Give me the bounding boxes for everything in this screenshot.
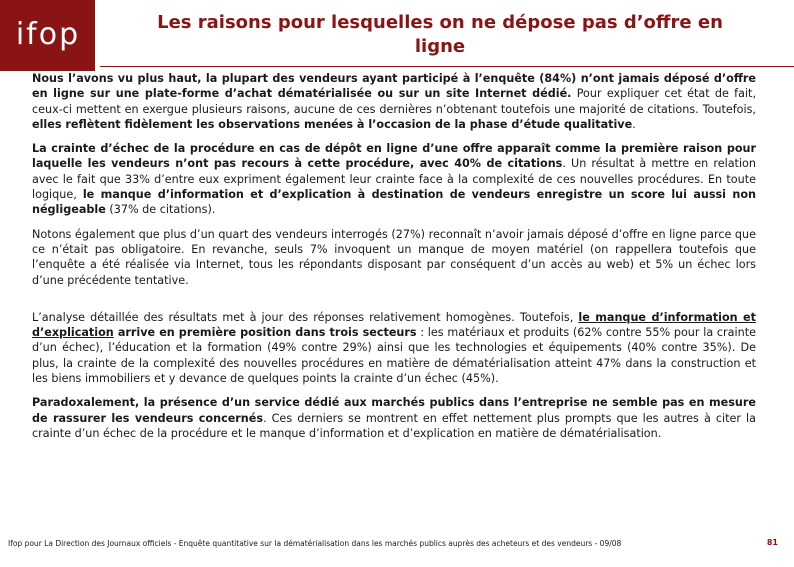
paragraph-1 (32, 71, 756, 132)
paragraph-1-bold: Nous l’avons vu plus haut, la plupart des vendeurs ayant participé à l’enquête (84%) n’ont jamais déposé d’offre en ligne sur une plate-forme d’achat dématérialisée ou sur un site Internet dédié. (32, 72, 756, 101)
paragraph-4-bold: arrive en première position dans trois secteurs (113, 326, 417, 340)
paragraph-2-bold: La crainte d’échec de la procédure en cas de dépôt en ligne d’une offre apparaît comme la première raison pour laquelle les vendeurs n’ont pas recours à cette procédure, avec 40% de citations (32, 142, 756, 171)
paragraph-5-bold: Paradoxalement, la présence d’un service dédié aux marchés publics dans l’entreprise ne semble pas en mesure de rassurer les vendeurs concernés (32, 396, 756, 425)
paragraph-4-underlined: le manque d’information et d’explication (32, 310, 756, 340)
paragraph-1-end: . (632, 117, 636, 131)
title-divider (100, 66, 794, 67)
logo-text: ifop (15, 17, 81, 52)
ifop-logo (0, 0, 95, 71)
paragraph-1-text: Pour expliquer cet état de fait, ceux-ci mettent en exergue plusieurs raisons, aucune de ces dernières n’obtenant toutefois une majorité de citations. Toutefois, (32, 87, 756, 116)
paragraph-2 (32, 141, 756, 217)
paragraph-3-text: Notons également que plus d’un quart des vendeurs interrogés (27%) reconnaît n’avoir jamais déposé d’offre en ligne parce que ce n’était pas obligatoire. En revanche, seuls 7% invoquent un manque de moyen matériel (on rappellera toutefois que l’enquête a été réalisée via Internet, tous les répondants disposant par conséquent d’un accès au web) et 5% un échec lors d’une précédente tentative. (32, 227, 756, 287)
paragraph-5 (32, 395, 756, 441)
paragraph-4-text: L’analyse détaillée des résultats met à jour des réponses relativement homogènes. Toutefois, (32, 310, 579, 324)
paragraph-2-bold-2: le manque d’information et d’explication à destination de vendeurs enregistre un score lui aussi non négligeable (32, 188, 756, 217)
paragraph-2-text: . Un résultat à mettre en relation avec le fait que 33% d’entre eux expriment également leur crainte face à la complexité de ces nouvelles procédures. En toute logique, (32, 157, 756, 202)
paragraph-4-text-2: : les matériaux et produits (62% contre 55% pour la crainte d’un échec), l’éducation et la formation (49% contre 29%) ainsi que les technologies et équipements (40% contre 35%). De plus, la crainte de la complexité des nouvelles procédures en matière de dématérialisation atteint 47% dans la construction et les biens immobiliers et y devance de quelques points la crainte d’un échec (45%). (32, 326, 756, 386)
page-title: Les raisons pour lesquelles on ne dépose pas d’offre en ligne (157, 12, 723, 57)
paragraph-5-text: . Ces derniers se montrent en effet nettement plus prompts que les autres à citer la crainte d’un échec de la procédure et le manque d’information et d’explication en matière de dématérialisation. (32, 411, 756, 440)
footer-source: Ifop pour La Direction des Journaux officiels - Enquête quantitative sur la dématérialisation dans les marchés publics auprès des acheteurs et des vendeurs - 09/08 (8, 539, 622, 548)
paragraph-4 (32, 310, 756, 386)
paragraph-3 (32, 227, 756, 288)
page-number: 81 (766, 538, 778, 547)
report-body (32, 71, 756, 450)
paragraph-1-bold-2: elles reflètent fidèlement les observations menées à l’occasion de la phase d’étude qualitative (32, 117, 633, 131)
paragraph-2-end: (37% de citations). (105, 203, 216, 217)
